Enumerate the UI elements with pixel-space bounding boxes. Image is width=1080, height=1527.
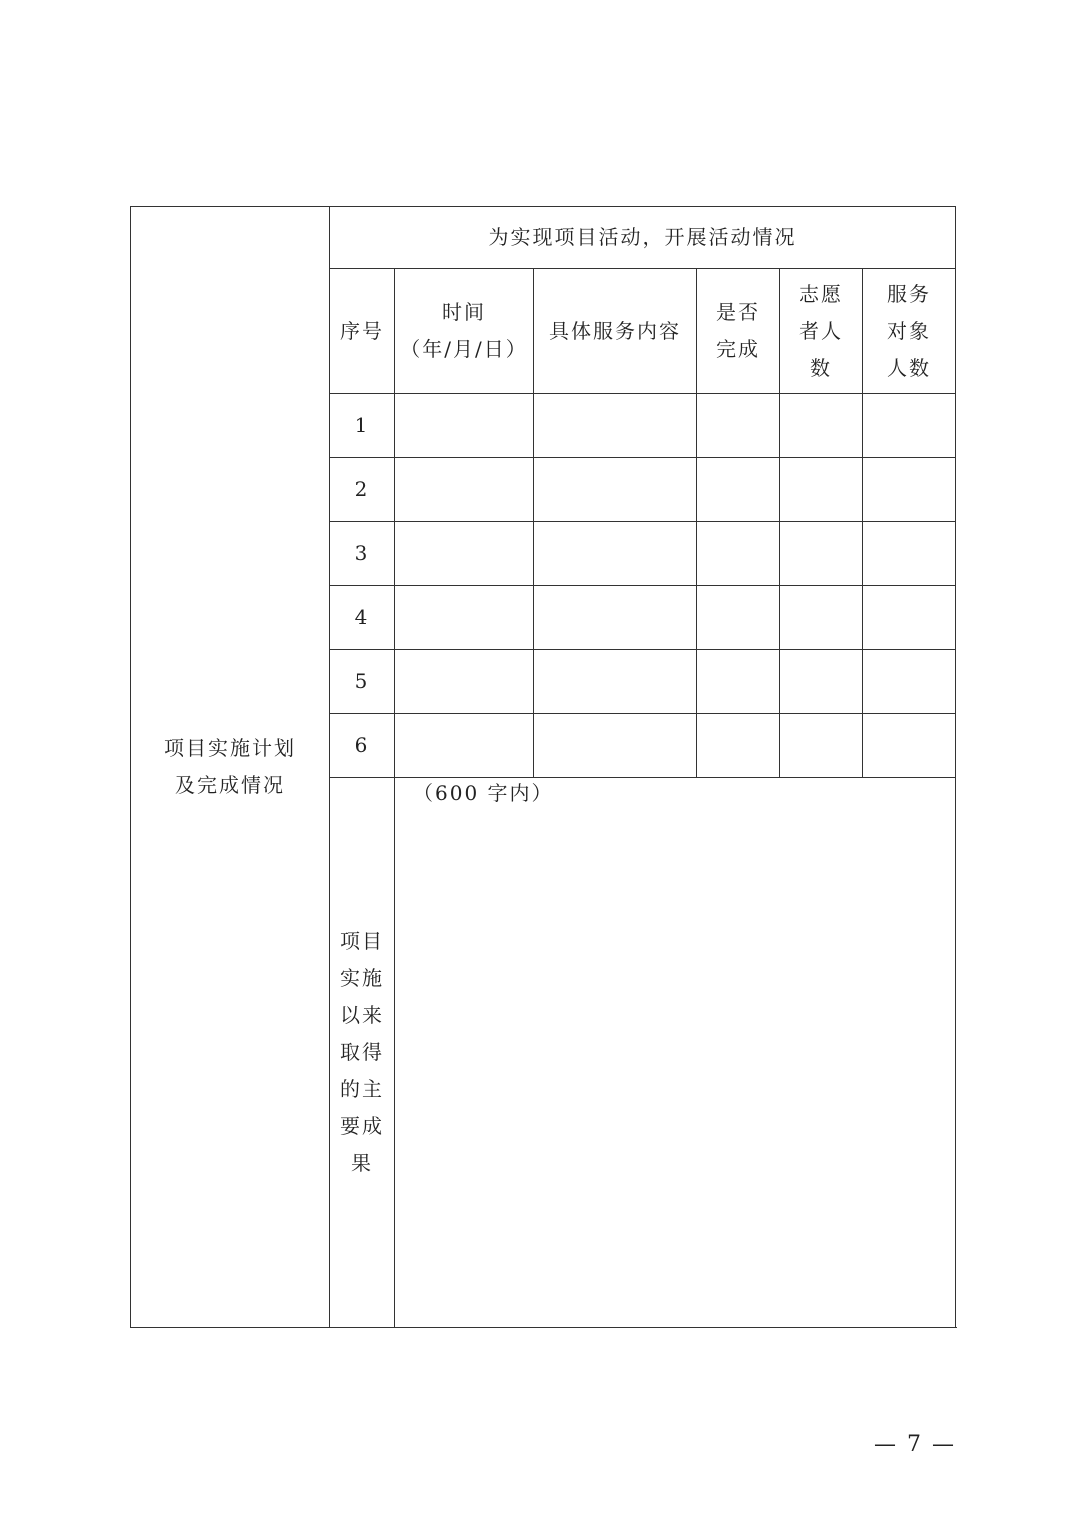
beneficiaries-cell[interactable] xyxy=(863,394,956,458)
completed-cell[interactable] xyxy=(697,650,780,714)
col-header-serial xyxy=(330,269,395,394)
col-header-beneficiaries-line-1: 服务 xyxy=(887,281,931,306)
activity-header-row xyxy=(131,207,956,269)
project-form-table xyxy=(130,206,956,1328)
col-header-beneficiaries xyxy=(863,269,956,394)
page-number: — 7 — xyxy=(874,1432,956,1457)
plan-section-label xyxy=(131,207,330,1328)
col-header-service-content xyxy=(534,269,697,394)
volunteers-cell[interactable] xyxy=(780,458,863,522)
service-content-cell[interactable] xyxy=(534,522,697,586)
plan-label-line-2: 及完成情况 xyxy=(175,773,285,797)
results-word-limit-note: （600 字内） xyxy=(413,781,554,805)
volunteers-cell[interactable] xyxy=(780,714,863,778)
row-number: 4 xyxy=(330,586,395,650)
beneficiaries-cell[interactable] xyxy=(863,650,956,714)
completed-cell[interactable] xyxy=(697,458,780,522)
service-content-cell[interactable] xyxy=(534,650,697,714)
row-number: 5 xyxy=(330,650,395,714)
completed-cell[interactable] xyxy=(697,394,780,458)
date-cell[interactable] xyxy=(395,394,534,458)
service-content-cell[interactable] xyxy=(534,458,697,522)
row-number: 2 xyxy=(330,458,395,522)
col-header-serial-line-1: 序号 xyxy=(340,318,384,343)
plan-label-line-1: 项目实施计划 xyxy=(164,736,296,760)
beneficiaries-cell[interactable] xyxy=(863,458,956,522)
col-header-volunteers-line-3: 数 xyxy=(810,355,832,380)
date-cell[interactable] xyxy=(395,586,534,650)
volunteers-cell[interactable] xyxy=(780,394,863,458)
activity-header-title: 为实现项目活动，开展活动情况 xyxy=(330,207,956,269)
col-header-completed-line-2: 完成 xyxy=(716,337,760,361)
service-content-cell[interactable] xyxy=(534,586,697,650)
date-cell[interactable] xyxy=(395,714,534,778)
volunteers-cell[interactable] xyxy=(780,522,863,586)
beneficiaries-cell[interactable] xyxy=(863,714,956,778)
results-label-line-1: 项目实施以来 xyxy=(340,929,384,1027)
completed-cell[interactable] xyxy=(697,586,780,650)
col-header-volunteers xyxy=(780,269,863,394)
col-header-service-content-line-1: 具体服务内容 xyxy=(549,318,681,343)
date-cell[interactable] xyxy=(395,522,534,586)
service-content-cell[interactable] xyxy=(534,714,697,778)
row-number: 3 xyxy=(330,522,395,586)
col-header-beneficiaries-line-2: 对象 xyxy=(887,318,931,343)
col-header-date-line-1: 时间 xyxy=(442,300,486,324)
date-cell[interactable] xyxy=(395,458,534,522)
completed-cell[interactable] xyxy=(697,714,780,778)
col-header-date xyxy=(395,269,534,394)
beneficiaries-cell[interactable] xyxy=(863,586,956,650)
results-section-label xyxy=(330,778,395,1328)
beneficiaries-cell[interactable] xyxy=(863,522,956,586)
col-header-beneficiaries-line-3: 人数 xyxy=(887,355,931,380)
completed-cell[interactable] xyxy=(697,522,780,586)
results-text-area[interactable] xyxy=(395,778,956,1328)
row-number: 6 xyxy=(330,714,395,778)
col-header-volunteers-line-2: 者人 xyxy=(799,318,843,343)
date-cell[interactable] xyxy=(395,650,534,714)
volunteers-cell[interactable] xyxy=(780,650,863,714)
col-header-date-line-2: （年/月/日） xyxy=(400,337,528,361)
col-header-completed xyxy=(697,269,780,394)
results-label-line-2: 取得的主要成果 xyxy=(340,1040,384,1175)
row-number: 1 xyxy=(330,394,395,458)
col-header-volunteers-line-1: 志愿 xyxy=(799,281,843,306)
col-header-completed-line-1: 是否 xyxy=(716,300,760,324)
service-content-cell[interactable] xyxy=(534,394,697,458)
volunteers-cell[interactable] xyxy=(780,586,863,650)
